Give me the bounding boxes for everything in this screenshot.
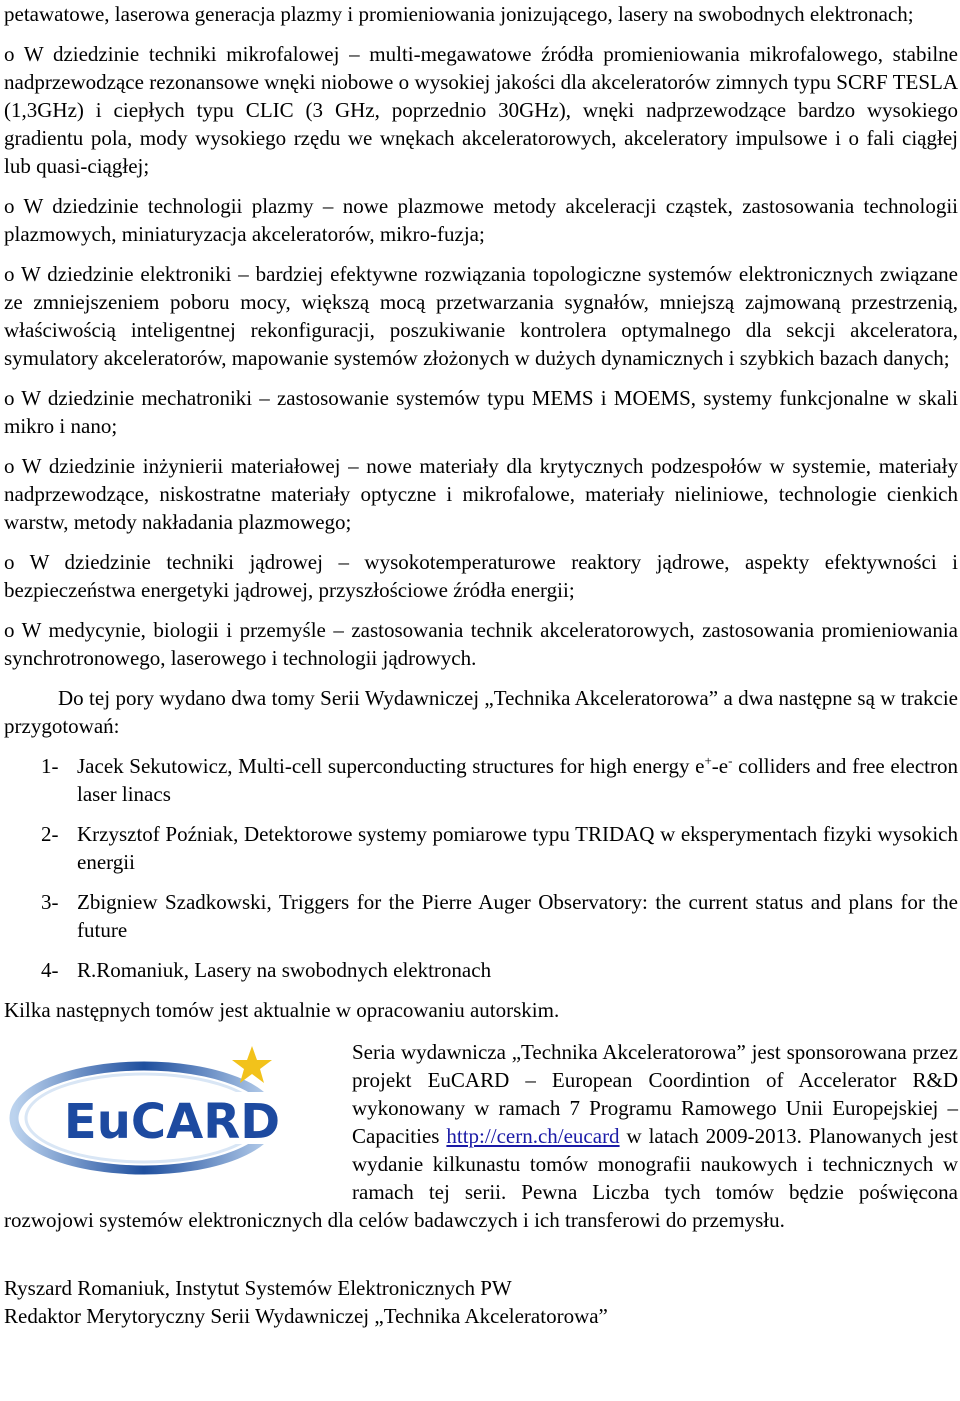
book-title-part: colliders and free electron laser linacs (77, 754, 958, 806)
intro-continuation: petawatowe, laserowa generacja plazmy i promieniowania jonizującego, lasery na swobodnych elektronach; (4, 2, 914, 26)
more-volumes-note: Kilka następnych tomów jest aktualnie w opracowaniu autorskim. (4, 998, 560, 1022)
signature-block (4, 1274, 958, 1330)
sponsor-text: Seria wydawnicza „Technika Akceleratorowa” jest sponsorowana przez projekt EuCARD – European Coordintion of Accelerator R&D wykonowany w ramach 7 Programu Ramowego Unii Europejskiej – Capacities (352, 1040, 958, 1148)
book-item (4, 888, 958, 944)
eucard-logo-icon (4, 1040, 340, 1190)
bullet-item: o W dziedzinie inżynierii materiałowej – nowe materiały dla krytycznych podzespołów w systemie, materiały nadprzewodzące, niskostratne materiały optyczne i mikrofalowe, materiały nieliniowe, technologie cienkich warstw, metody nakładania plazmowego; (4, 454, 958, 534)
book-item (4, 956, 958, 984)
superscript: - (728, 753, 733, 768)
book-title-part: Jacek Sekutowicz, Multi-cell superconducting structures for high energy e (77, 754, 705, 778)
book-item (4, 752, 958, 808)
book-item (4, 820, 958, 876)
book-number: 1- (41, 754, 59, 778)
bullet-item: o W dziedzinie elektroniki – bardziej efektywne rozwiązania topologiczne systemów elektronicznych związane ze zmniejszeniem poboru mocy, większą mocą przetwarzania sygnałów, mniejszą zajmowaną przestrzenią, właściwością inteligentnej rekonfiguracji, poszukiwanie kontrolera optymalnego dla sekcji akceleratora, symulatory akceleratorów, mapowanie systemów złożonych w dużych dynamicznych i szybkich bazach danych; (4, 262, 958, 370)
book-list (4, 752, 958, 984)
bullet-item: o W medycynie, biologii i przemyśle – zastosowania technik akceleratorowych, zastosowania promieniowania synchrotronowego, laserowego i technologii jądrowych. (4, 618, 958, 670)
superscript: + (704, 753, 712, 768)
book-number: 3- (41, 890, 59, 914)
bullet-item: o W dziedzinie technologii plazmy – nowe plazmowe metody akceleracji cząstek, zastosowania technologii plazmowych, miniaturyzacja akceleratorów, mikro-fuzja; (4, 194, 958, 246)
publications-intro: Do tej pory wydano dwa tomy Serii Wydawniczej „Technika Akceleratorowa” a dwa następne są w trakcie przygotowań: (4, 686, 958, 738)
book-number: 2- (41, 822, 59, 846)
sponsor-text: w latach 2009-2013. Planowanych jest wydanie kilkunastu tomów monografii naukowych i technicznych w ramach tej serii. Pewna Liczba tych tomów będzie poświęcona rozwojowi systemów elektronicznych dla celów badawczych i ich transferowi do przemysłu. (4, 1124, 959, 1232)
book-title-part: -e (711, 754, 729, 778)
book-title: Zbigniew Szadkowski, Triggers for the Pierre Auger Observatory: the current status and plans for the future (77, 890, 958, 942)
book-title: Krzysztof Poźniak, Detektorowe systemy pomiarowe typu TRIDAQ w eksperymentach fizyki wysokich energii (77, 822, 958, 874)
sponsor-section (4, 1038, 958, 1234)
bullet-item: o W dziedzinie techniki mikrofalowej – multi-megawatowe źródła promieniowania mikrofalowego, stabilne nadprzewodzące rezonansowe wnęki niobowe o wysokiej jakości dla akceleratorów zimnych typu SCRF TESLA (1,3GHz) i ciepłych typu CLIC (3 GHz, poprzednio 30GHz), wnęki nadprzewodzące bardzo wysokiego gradientu pola, mody wysokiego rzędu we wnękach akceleratorowych, akceleratory impulsowe i o fali ciągłej lub quasi-ciągłej; (4, 42, 958, 178)
eucard-link[interactable]: http://cern.ch/eucard (446, 1124, 620, 1148)
bullet-item: o W dziedzinie mechatroniki – zastosowanie systemów typu MEMS i MOEMS, systemy funkcjonalne w skali mikro i nano; (4, 386, 958, 438)
logo-text: EuCARD (63, 1094, 281, 1150)
signature-line: Ryszard Romaniuk, Instytut Systemów Elektronicznych PW (4, 1276, 512, 1300)
signature-line: Redaktor Merytoryczny Serii Wydawniczej „Technika Akceleratorowa” (4, 1304, 608, 1328)
book-number: 4- (41, 958, 59, 982)
bullet-list (4, 40, 958, 672)
book-title: R.Romaniuk, Lasery na swobodnych elektronach (77, 958, 492, 982)
bullet-item: o W dziedzinie techniki jądrowej – wysokotemperaturowe reaktory jądrowe, aspekty efektywności i bezpieczeństwa energetyki jądrowej, przyszłościowe źródła energii; (4, 550, 958, 602)
